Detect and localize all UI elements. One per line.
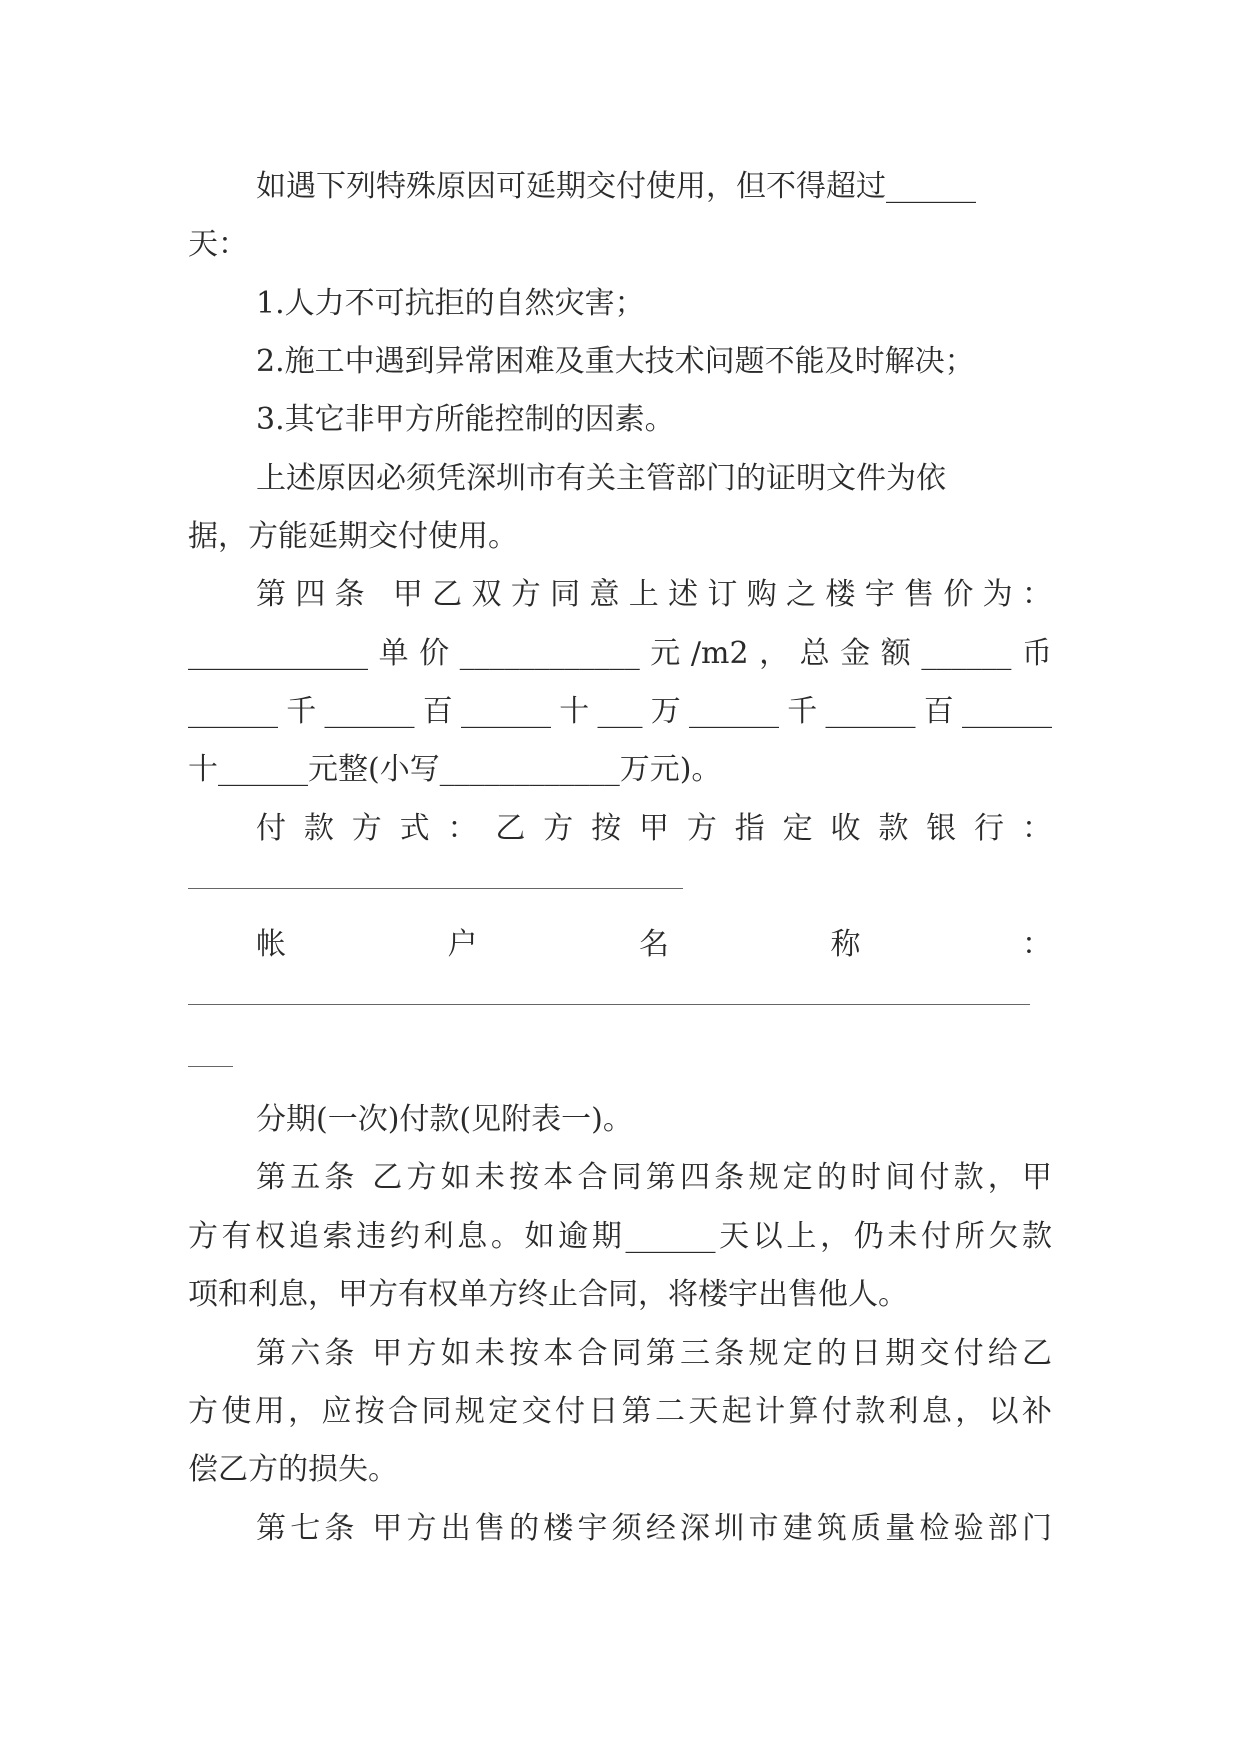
- article-5-line-1: 第五条 乙方如未按本合同第四条规定的时间付款，甲: [256, 1160, 1052, 1195]
- article-4-total: 十______元整(小写____________万元)。: [188, 752, 722, 787]
- article-4-price: ____________单价____________元/m2，总金额______币: [188, 636, 1052, 671]
- paragraph-delay-intro-cont: 天：: [188, 227, 248, 262]
- account-name-label: 帐户名称：: [256, 927, 1052, 962]
- list-item-1: 1.人力不可抗拒的自然灾害；: [256, 286, 645, 321]
- paragraph-proof-cont: 据，方能延期交付使用。: [188, 519, 518, 554]
- article-4-amount: ______千______百______十___万______千______百______: [188, 694, 1052, 729]
- payment-method: 付款方式：乙方按甲方指定收款银行：: [256, 811, 1052, 846]
- article-5-line-2: 方有权追索违约利息。如逾期______天以上，仍未付所欠款: [188, 1219, 1052, 1254]
- article-6-line-2: 方使用，应按合同规定交付日第二天起计算付款利息，以补: [188, 1394, 1052, 1429]
- installment-note: 分期(一次)付款(见附表一)。: [256, 1102, 633, 1137]
- article-7-line-1: 第七条 甲方出售的楼宇须经深圳市建筑质量检验部门: [256, 1511, 1052, 1546]
- article-4-heading: 第四条 甲乙双方同意上述订购之楼宇售价为：: [256, 577, 1052, 612]
- paragraph-delay-intro: 如遇下列特殊原因可延期交付使用，但不得超过______: [256, 169, 976, 204]
- account-blank-line-cont: [188, 1066, 233, 1067]
- list-item-3: 3.其它非甲方所能控制的因素。: [256, 402, 675, 437]
- paragraph-proof: 上述原因必须凭深圳市有关主管部门的证明文件为依: [256, 461, 946, 496]
- bank-blank-line: [188, 888, 683, 889]
- article-6-line-3: 偿乙方的损失。: [188, 1452, 398, 1487]
- article-5-line-3: 项和利息，甲方有权单方终止合同，将楼宇出售他人。: [188, 1277, 908, 1312]
- list-item-2: 2.施工中遇到异常困难及重大技术问题不能及时解决；: [256, 344, 975, 379]
- article-6-line-1: 第六条 甲方如未按本合同第三条规定的日期交付给乙: [256, 1336, 1052, 1371]
- account-blank-line: [188, 1004, 1030, 1005]
